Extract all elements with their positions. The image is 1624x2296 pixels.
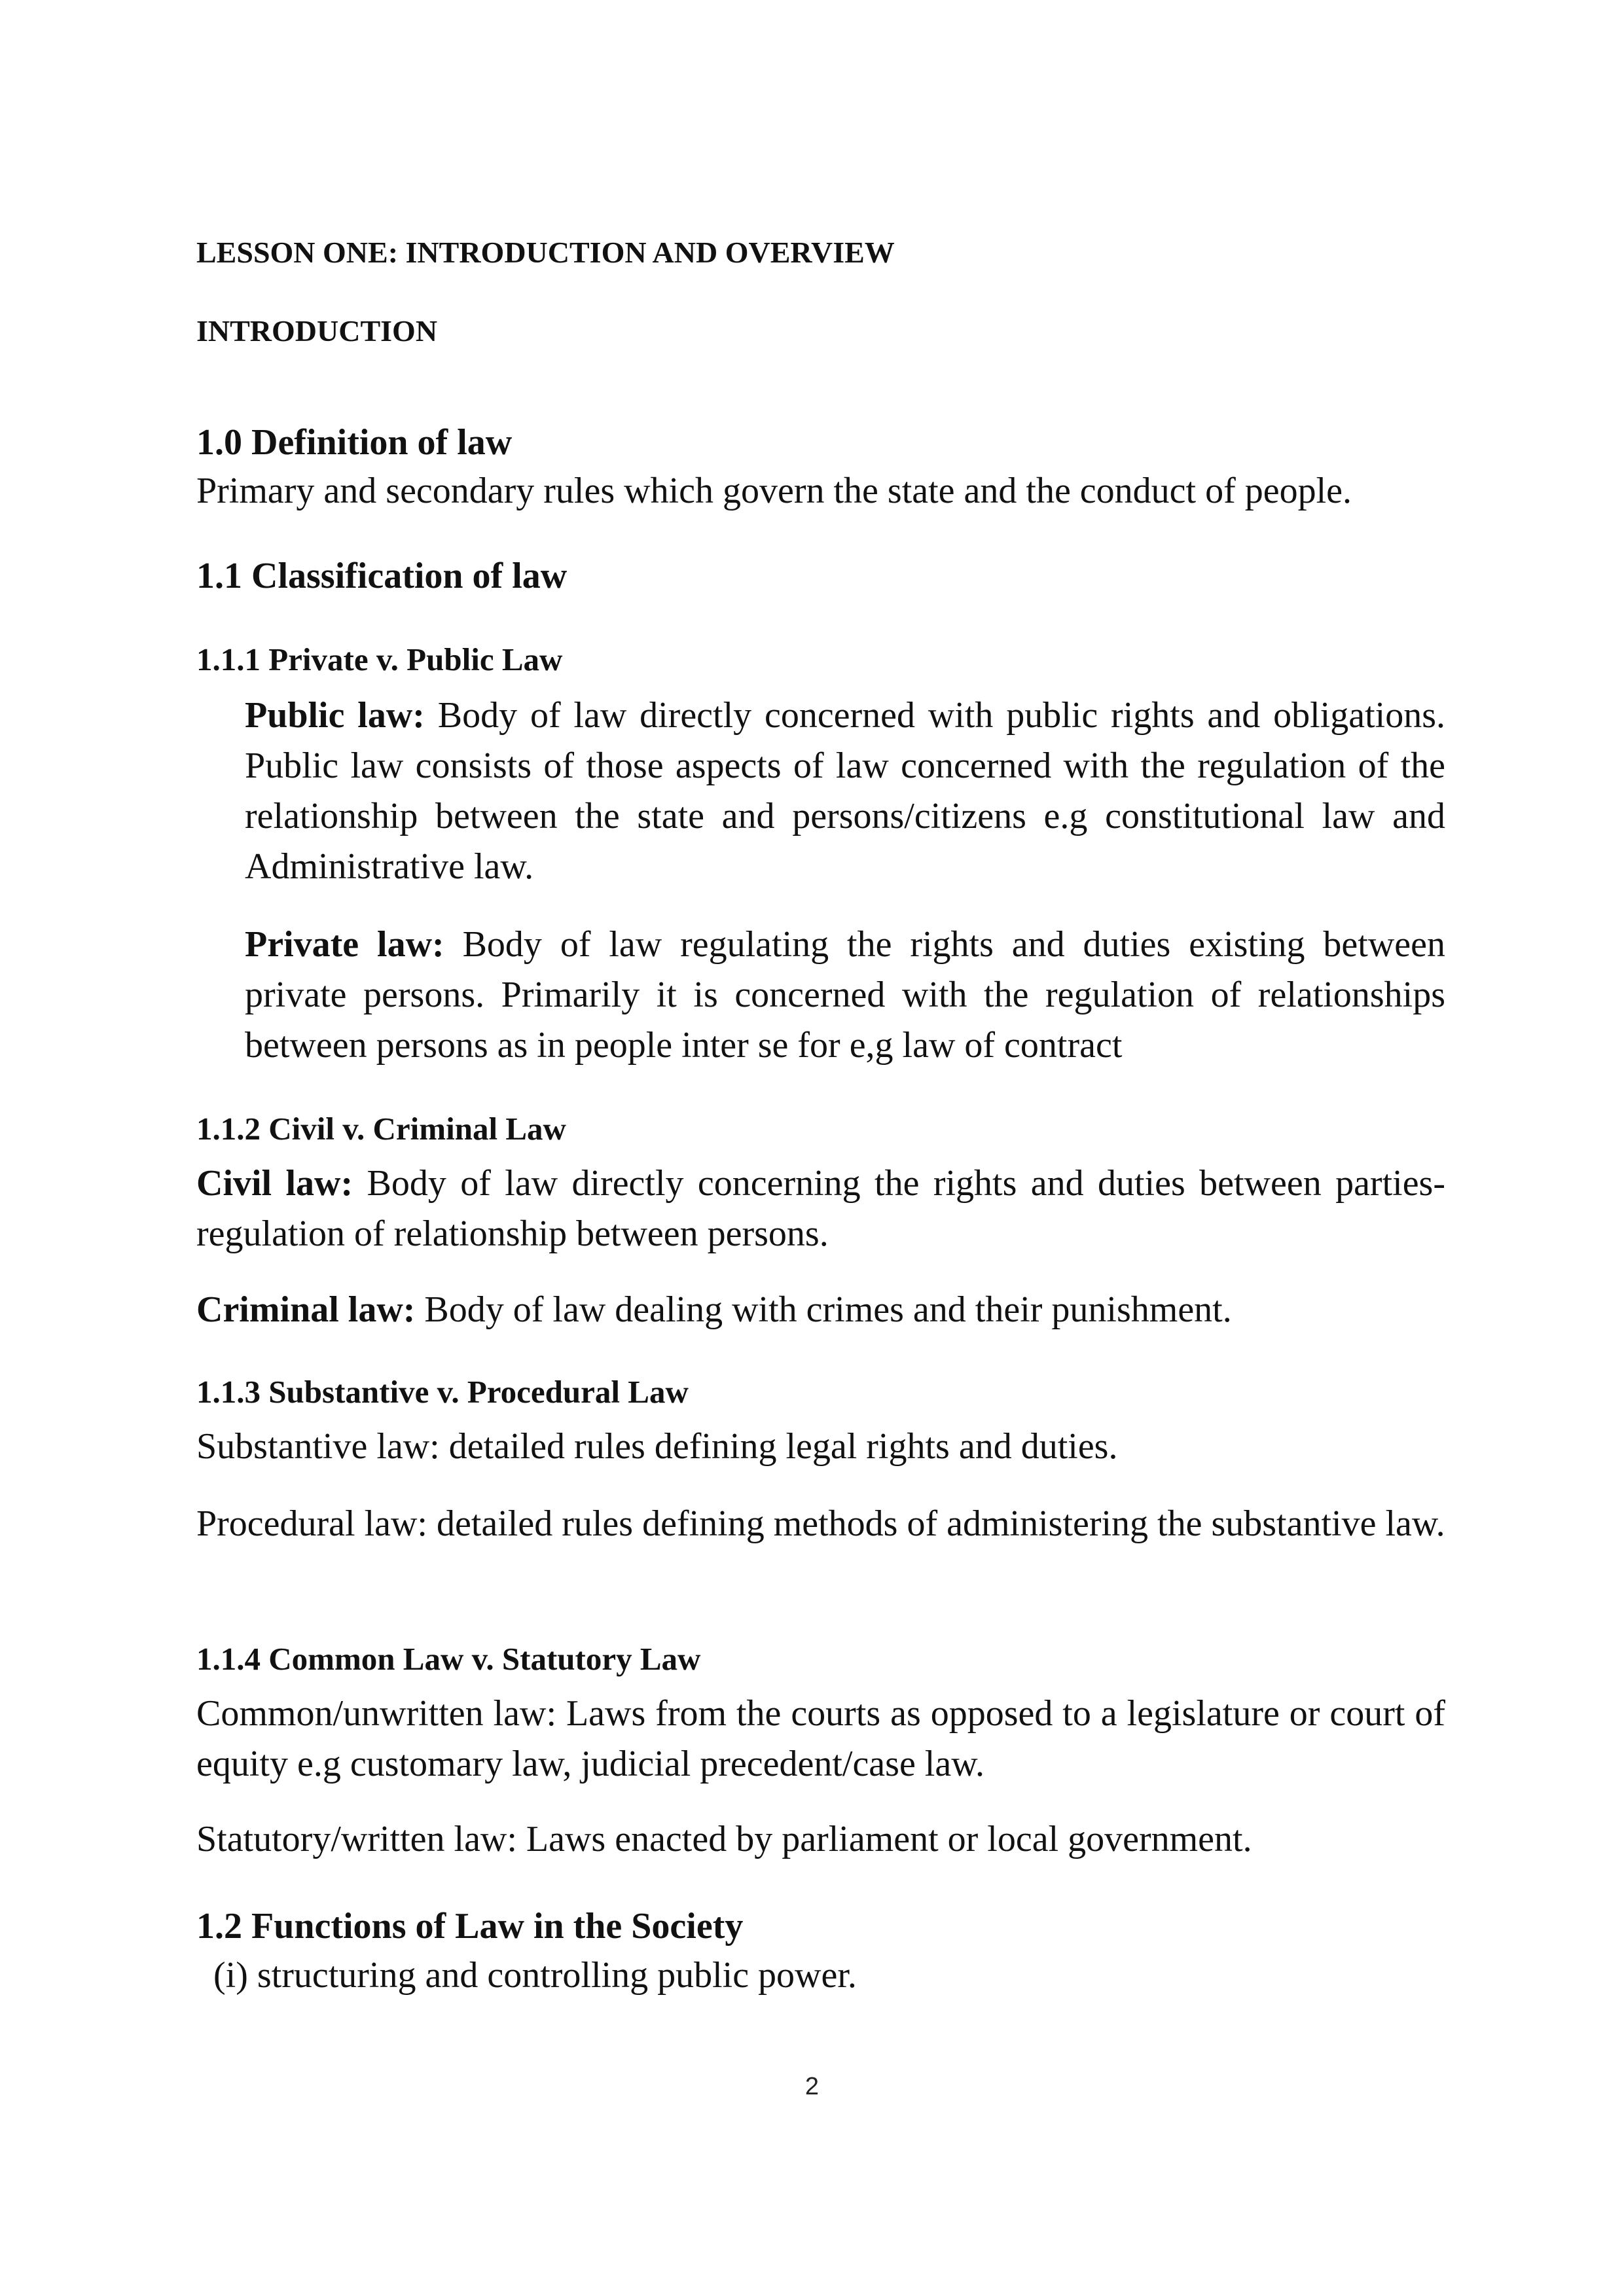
- private-public-heading: 1.1.1 Private v. Public Law: [196, 641, 563, 677]
- common-law-paragraph: Common/unwritten law: Laws from the courts as opposed to a legislature or court of equity e.g customary law, judicial precedent/case law.: [196, 1693, 1445, 1784]
- functions-heading: 1.2 Functions of Law in the Society: [196, 1906, 744, 1946]
- criminal-law-term: Criminal law:: [196, 1289, 416, 1330]
- private-law-text: Body of law regulating the rights and duties existing between private persons. Primarily it is concerned with the regulation of relationships between persons as in people inter se for e,g law of contract: [245, 924, 1445, 1066]
- common-statutory-heading: 1.1.4 Common Law v. Statutory Law: [196, 1641, 701, 1677]
- public-law-term: Public law:: [245, 695, 425, 736]
- public-law-paragraph: [245, 691, 1445, 892]
- classification-heading: 1.1 Classification of law: [196, 556, 568, 596]
- lesson-title: LESSON ONE: INTRODUCTION AND OVERVIEW: [196, 236, 895, 269]
- private-law-paragraph: [245, 920, 1445, 1071]
- page-number: 2: [804, 2073, 820, 2100]
- functions-list-item: (i) structuring and controlling public power.: [213, 1955, 857, 1996]
- definition-heading: 1.0 Definition of law: [196, 422, 513, 463]
- civil-law-paragraph: [196, 1158, 1445, 1259]
- criminal-law-text: Body of law dealing with crimes and their punishment.: [415, 1289, 1232, 1330]
- procedural-law-paragraph: Procedural law: detailed rules defining methods of administering the substantive law.: [196, 1503, 1445, 1544]
- definition-text: Primary and secondary rules which govern the state and the conduct of people.: [196, 471, 1352, 511]
- public-law-text: Body of law directly concerned with public rights and obligations. Public law consists of those aspects of law concerned with the regulation of the relationship between the state and persons/citizens e.g constitutional law and Administrative law.: [245, 695, 1445, 887]
- introduction-heading: INTRODUCTION: [196, 314, 438, 348]
- civil-law-term: Civil law:: [196, 1163, 353, 1204]
- substantive-procedural-heading: 1.1.3 Substantive v. Procedural Law: [196, 1374, 689, 1410]
- private-law-term: Private law:: [245, 924, 444, 965]
- statutory-law-paragraph: Statutory/written law: Laws enacted by parliament or local government.: [196, 1819, 1252, 1859]
- substantive-law-paragraph: Substantive law: detailed rules defining legal rights and duties.: [196, 1426, 1118, 1467]
- civil-criminal-heading: 1.1.2 Civil v. Criminal Law: [196, 1111, 566, 1147]
- criminal-law-paragraph: [196, 1285, 1445, 1335]
- civil-law-text: Body of law directly concerning the rights and duties between parties- regulation of relationship between persons.: [196, 1163, 1445, 1254]
